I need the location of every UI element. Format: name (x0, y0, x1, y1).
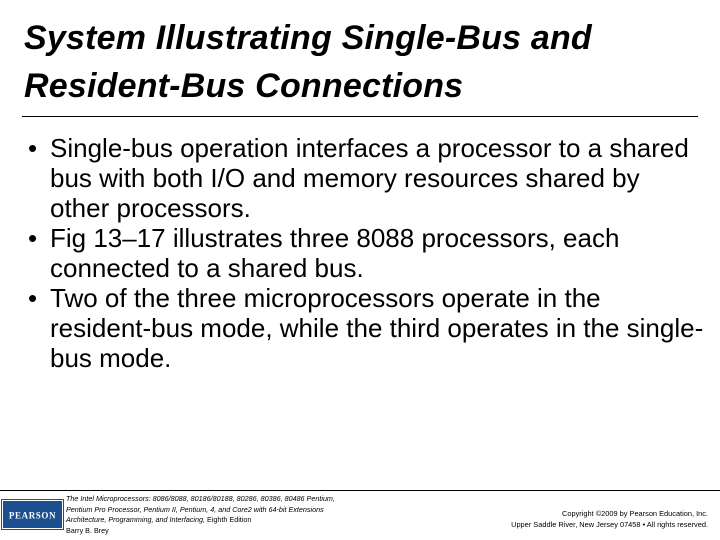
bullet-item: • Two of the three microprocessors operate in the resident-bus mode, while the third operates in the single-bus mode. (28, 283, 704, 373)
bullet-list (28, 133, 704, 373)
copyright-line-2: Upper Saddle River, New Jersey 07458 • All rights reserved. (511, 520, 708, 529)
bullet-item: • Fig 13–17 illustrates three 8088 processors, each connected to a shared bus. (28, 223, 704, 283)
book-subtitle: Architecture, Programming, and Interfacing, (66, 515, 206, 524)
slide-title: System Illustrating Single-Bus and Resident-Bus Connections (24, 19, 592, 105)
book-title-line-1: The Intel Microprocessors: 8086/8088, 80186/80188, 80286, 80386, 80486 Pentium, (66, 494, 335, 503)
bullet-item: • Single-bus operation interfaces a processor to a shared bus with both I/O and memory resources shared by other processors. (28, 133, 704, 223)
title-divider (22, 116, 698, 117)
pearson-logo-wordmark (5, 508, 60, 522)
pearson-logo-text: PEARSON (8, 510, 57, 520)
copyright-notice (448, 508, 708, 530)
copyright-line-1: Copyright ©2009 by Pearson Education, Inc. (562, 509, 708, 518)
book-author: Barry B. Brey (66, 525, 109, 535)
footer-divider (0, 490, 720, 491)
pearson-logo (2, 500, 63, 529)
book-citation (66, 494, 386, 536)
book-title-line-2: Pentium Pro Processor, Pentium II, Pentium, 4, and Core2 with 64-bit Extensions (66, 504, 324, 514)
book-title-line-3 (66, 515, 386, 526)
book-edition: Eighth Edition (205, 515, 252, 524)
